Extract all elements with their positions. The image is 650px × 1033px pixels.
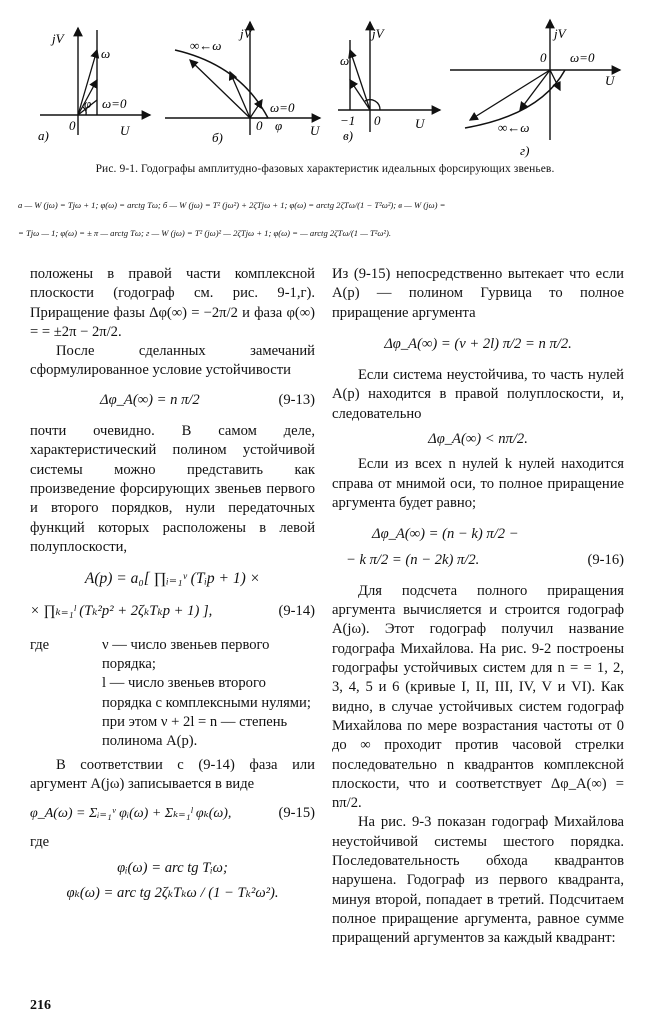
equation-9-13: Δφ_A(∞) = n π/2 — [100, 391, 200, 408]
infinity-omega-d: ∞←ω — [498, 120, 530, 135]
right-column — [332, 265, 624, 949]
omega-label-c: ω — [340, 53, 350, 68]
panel-c — [338, 22, 440, 143]
equation-9-16-line-2: − k π/2 = (n − 2k) π/2. — [346, 551, 480, 568]
equation-9-15: φ_A(ω) = Σᵢ₌₁ᵛ φᵢ(ω) + Σₖ₌₁ˡ φₖ(ω), — [30, 806, 232, 822]
panel-label-b: б) — [212, 130, 223, 145]
equation-number: (9-13) — [278, 391, 315, 408]
minus-one-label: −1 — [340, 113, 356, 128]
axis-jv-label: jV — [52, 31, 64, 46]
infinity-omega-b: ∞←ω — [190, 38, 222, 53]
equation-number: (9-15) — [278, 805, 315, 822]
where-label-2: где — [30, 834, 50, 851]
equation-number: (9-14) — [278, 603, 315, 620]
equation-9-16-line-1: Δφ_A(∞) = (n − k) π/2 − — [372, 526, 519, 543]
paragraph: На рис. 9-3 показан годограф Михайлова неустойчивой системы шестого порядка. Последовательность обхода квадрантов нарушена. Годограф из первого квадранта, минуя второй, попадает в третий. Подсчитаем полное приращение аргумента, равное сумме приращений аргументов за каждый квадрант: — [332, 814, 624, 947]
omega-label: ω — [101, 46, 111, 61]
paragraph: положены в правой части комплексной плоскости (годограф см. рис. 9-1,г). Приращение фазы Δφ(∞) = −2π/2 и фаза φ(∞) = = ±2π − 2π/2. — [30, 266, 315, 340]
phi-label: φ — [84, 96, 92, 111]
paragraph: Из (9-15) непосредственно вытекает что если A(p) — полином Гурвица то полное приращение аргумента — [332, 266, 624, 321]
caption-formula-line-1: а — W (jω) = Tjω + 1; φ(ω) = arctg Tω; б — W (jω) = T² (jω²) + 2ζTjω + 1; φ(ω) = arctg 2ζTω/(1 − T²ω²); в — W (jω) = — [18, 200, 446, 210]
origin-label-b: 0 — [256, 118, 263, 133]
figure-9-1 — [20, 10, 635, 160]
omega-zero-label: ω=0 — [102, 96, 127, 111]
definition-l: l — число звеньев второго порядка с комплексными нулями; при этом ν + 2l = n — степень полинома A(p). — [102, 675, 311, 750]
left-column — [30, 265, 315, 909]
axis-jv-label-d: jV — [554, 26, 566, 41]
panel-d — [450, 20, 620, 158]
equation-number: (9-16) — [587, 551, 624, 568]
origin-label-c: 0 — [374, 113, 381, 128]
equation-phi-i: φᵢ(ω) = arc tg Tᵢω; — [117, 859, 228, 876]
paragraph: Для подсчета полного приращения аргумента вычисляется и строится годограф A(jω). Этот годограф получил название годографа Михайлова. На рис. 9-2 построены годографы устойчивых систем для n = = 1, 2, 3, 4, 5 и 6 (кривые I, II, III, IV, V и VI). Как видно, в случае устойчивых систем годограф Михайлова по мере возрастания частоты от 0 до ∞ проходит против часовой стрелки последовательно n квадрантов комплексной плоскости, что и соответствует Δφ_A(∞) = nπ/2. — [332, 582, 624, 812]
axis-u-label-c: U — [415, 116, 425, 131]
page-number: 216 — [30, 998, 51, 1013]
axis-u-label: U — [120, 123, 130, 138]
panel-label-d: г) — [520, 143, 530, 158]
axis-jv-label-c: jV — [372, 26, 384, 41]
omega-zero-label-d: ω=0 — [570, 50, 595, 65]
figure-caption: Рис. 9-1. Годографы амплитудно-фазовых характеристик идеальных форсирующих звеньев. — [95, 163, 555, 175]
panel-label-a: а) — [38, 128, 49, 143]
origin-label-d: 0 — [540, 50, 547, 65]
equation-unstable: Δφ_A(∞) < nπ/2. — [428, 431, 528, 448]
phi-label-b: φ — [275, 118, 283, 133]
origin-label: 0 — [69, 118, 76, 133]
equation-9-14-line-1: A(p) = a₀[ ∏ᵢ₌₁ᵛ (Tᵢp + 1) × — [84, 570, 261, 588]
panel-b — [165, 22, 321, 145]
omega-zero-label-b: ω=0 — [270, 100, 295, 115]
equation-hurwitz: Δφ_A(∞) = (ν + 2l) π/2 = n π/2. — [384, 335, 572, 352]
paragraph: Если из всех n нулей k нулей находится справа от мнимой оси, то полное приращение аргумента будет равно; — [332, 456, 624, 511]
definition-list — [30, 636, 315, 752]
axis-jv-label-b: jV — [240, 26, 252, 41]
axis-u-label-d: U — [605, 73, 615, 88]
paragraph: После сделанных замечаний сформулированное условие устойчивости — [30, 343, 315, 379]
where-label: где — [30, 636, 50, 653]
axis-u-label-b: U — [310, 123, 320, 138]
definition-nu: ν — число звеньев первого порядка; — [102, 636, 270, 673]
equation-9-14-line-2: × ∏ₖ₌₁ˡ (Tₖ²p² + 2ζₖTₖp + 1) ], — [30, 603, 213, 620]
paragraph: В соответствии с (9-14) фаза или аргумент A(jω) записывается в виде — [30, 756, 315, 792]
caption-formula-line-2: = Tjω — 1; φ(ω) = ± π — arctg Tω; г — W (jω) = T² (jω)² — 2ζTjω + 1; φ(ω) = — arctg 2ζTω/(1 — T²ω²). — [18, 228, 392, 238]
paragraph: почти очевидно. В самом деле, характеристический полином устойчивой системы можно представить как произведение форсирующих звеньев первого и второго порядков, нули передаточных функций которых расположены в левой полуплоскости, — [30, 423, 315, 555]
paragraph: Если система неустойчива, то часть нулей A(p) находится в правой полуплоскости, и, следовательно — [332, 367, 624, 422]
panel-label-c: в) — [343, 128, 353, 143]
panel-a — [38, 28, 150, 143]
equation-phi-k: φₖ(ω) = arc tg 2ζₖTₖω / (1 − Tₖ²ω²). — [66, 885, 279, 902]
